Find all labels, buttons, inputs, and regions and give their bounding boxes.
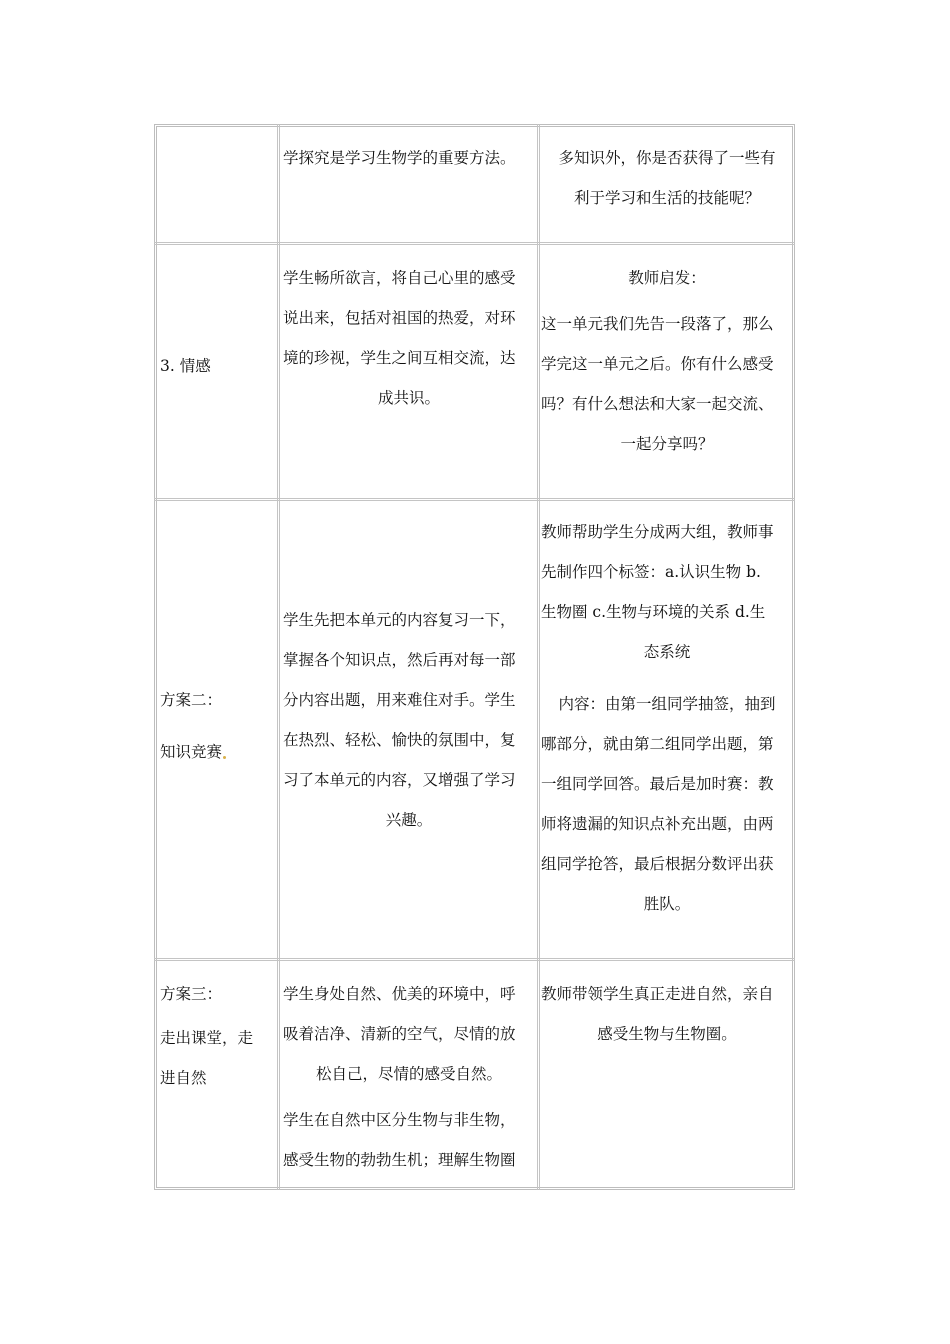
text-line: 感受生物与生物圈。 (597, 1025, 737, 1043)
row3-teacher-cell (541, 512, 793, 924)
text-line: 分内容出题，用来难住对手。学生 (283, 691, 516, 709)
text-line: 学探究是学习生物学的重要方法。 (283, 149, 516, 167)
row-divider (154, 242, 795, 245)
text-line: 吗？有什么想法和大家一起交流、 (541, 395, 774, 413)
text-line: 内容：由第一组同学抽签，抽到 (558, 695, 776, 713)
text-line: 兴趣。 (385, 811, 433, 829)
text-line: 境的珍视，学生之间互相交流，达 (283, 349, 516, 367)
text-line: 学生在自然中区分生物与非生物， (283, 1111, 516, 1129)
row3-activity-cell (283, 600, 535, 840)
row4-activity-cell (283, 974, 535, 1180)
text-line: 哪部分，就由第二组同学出题，第 (541, 735, 774, 753)
text-line: 组同学抢答，最后根据分数评出获 (541, 855, 774, 873)
column-divider (277, 124, 280, 1190)
text-line: 师将遗漏的知识点补充出题，由两 (541, 815, 774, 833)
row2-teacher-cell (541, 258, 793, 464)
text-line: 学完这一单元之后。你有什么感受 (541, 355, 774, 373)
text-line: 吸着洁净、清新的空气，尽情的放 (283, 1025, 516, 1043)
row2-activity-cell (283, 258, 535, 418)
text-line: 多知识外，你是否获得了一些有 (558, 149, 776, 167)
text-line: 先制作四个标签：a.认识生物 b. (541, 563, 761, 581)
text-line: 学生身处自然、优美的环境中，呼 (283, 985, 516, 1003)
text-line: 习了本单元的内容，又增强了学习 (283, 771, 516, 789)
text-line: 利于学习和生活的技能呢？ (573, 189, 760, 207)
text-line: 教师启发： (628, 269, 706, 287)
step-label: 3. 情感 (160, 357, 211, 375)
text-line: 学生畅所欲言，将自己心里的感受 (283, 269, 516, 287)
text-line: 态系统 (643, 643, 691, 661)
text-line: 说出来，包括对祖国的热爱，对环 (283, 309, 516, 327)
text-line: 一起分享吗？ (620, 435, 714, 453)
text-line: 掌握各个知识点，然后再对每一部 (283, 651, 516, 669)
plan-label: 方案三： (160, 985, 223, 1003)
text-line: 学生先把本单元的内容复习一下， (283, 611, 516, 629)
plan-title-line: 走出课堂，走 (160, 1029, 254, 1047)
text-line: 教师帮助学生分成两大组，教师事 (541, 523, 774, 541)
text-line: 感受生物的勃勃生机；理解生物圈 (283, 1151, 516, 1169)
text-line: 教师带领学生真正走进自然，亲自 (541, 985, 774, 1003)
text-line: 成共识。 (377, 389, 440, 407)
plan-title: 知识竞赛 (160, 732, 274, 772)
text-line: 松自己，尽情的感受自然。 (315, 1065, 502, 1083)
column-divider (537, 124, 540, 1190)
text-line: 一组同学回答。最后是加时赛：教 (541, 775, 774, 793)
row-divider (154, 498, 795, 501)
text-line: 这一单元我们先告一段落了，那么 (541, 315, 774, 333)
mark-dot (223, 756, 226, 759)
row4-teacher-cell (541, 974, 793, 1054)
row2-step-cell (160, 346, 274, 386)
row1-activity-cell (283, 138, 535, 178)
text-line: 生物圈 c.生物与环境的关系 d.生 (541, 603, 766, 621)
plan-label: 方案二： (160, 691, 223, 709)
plan-title-line: 进自然 (160, 1069, 207, 1087)
row1-teacher-cell (543, 138, 791, 218)
row3-step-cell (160, 680, 274, 772)
text-line: 在热烈、轻松、愉快的氛围中，复 (283, 731, 516, 749)
row-divider (154, 958, 795, 961)
text-line: 胜队。 (643, 895, 691, 913)
row4-step-cell (160, 974, 274, 1098)
